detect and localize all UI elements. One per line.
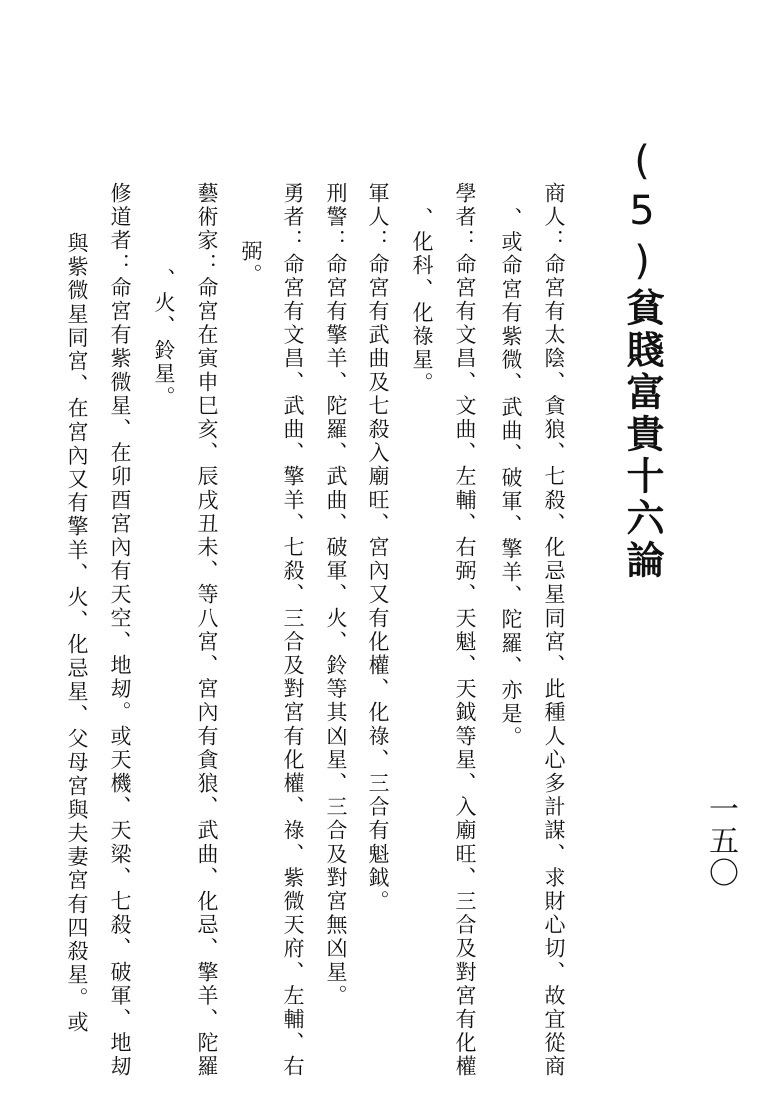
- section-title: [619, 138, 665, 582]
- text-line-3: 學者：命宮有文昌、文曲、左輔、右弼、天魁、天鉞等星、入廟旺、三合及對宮有化權: [453, 182, 477, 1079]
- text-line-6: 刑警：命宮有擎羊、陀羅、武曲、破軍、火、鈴等其凶星、三合及對宮無凶星。: [324, 182, 348, 1008]
- text-line-4: 、化科、化祿星。: [410, 207, 434, 396]
- section-number: (5): [619, 138, 665, 288]
- text-line-1: 商人：命宮有太陰、貪狼、七殺、化忌星同宮、此種人心多計謀、求財心切、故宜從商: [542, 182, 566, 1079]
- text-line-2: 、或命宮有紫微、武曲、破軍、擎羊、陀羅、亦是。: [499, 207, 523, 750]
- text-line-8: 弼。: [239, 240, 263, 288]
- text-line-10: 、火、鈴星。: [152, 268, 176, 410]
- text-line-7: 勇者：命宮有文昌、武曲、擎羊、七殺、三合及對宮有化權、祿、紫微天府、左輔、右: [281, 182, 305, 1079]
- text-line-5: 軍人：命宮有武曲及七殺入廟旺、宮內又有化權、化祿、三合有魁鉞。: [366, 182, 390, 914]
- section-title-text: 貧賤富貴十六論: [620, 288, 664, 582]
- text-line-11: 修道者：命宮有紫微星、在卯酉宮內有天空、地刼。或天機、天梁、七殺、破軍、地刼: [108, 182, 132, 1079]
- text-line-12: 與紫微星同宮、在宮內又有擎羊、火、化忌星、父母宮與夫妻宮有四殺星。或: [65, 232, 89, 1035]
- text-line-9: 藝術家：命宮在寅申巳亥、辰戌丑未、等八宮、宮內有貪狼、武曲、化忌、擎羊、陀羅: [195, 182, 219, 1079]
- page-number: 一五〇: [703, 793, 738, 889]
